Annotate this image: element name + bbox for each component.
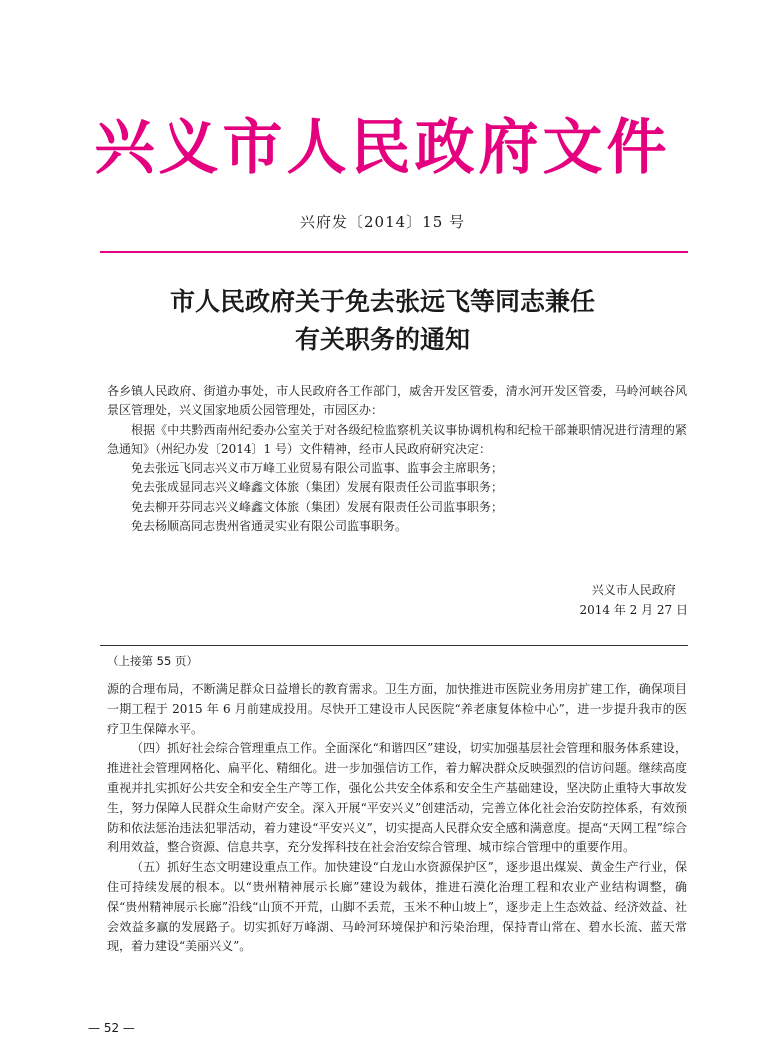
- document-number: 兴府发〔2014〕15 号: [299, 213, 466, 231]
- issuer: 兴义市人民政府: [591, 583, 676, 597]
- continuation-label: （上接第 55 页）: [107, 654, 198, 668]
- notice-body: [107, 382, 687, 536]
- dismissal-item: 免去杨顺高同志贵州省通灵实业有限公司监事职务。: [131, 519, 408, 534]
- continuation-body: [107, 680, 687, 957]
- continuation-paragraph: （四）抓好社会综合管理重点工作。全面深化“和谐四区”建设，切实加强基层社会管理和服务体系建设，推进社会管理网格化、扁平化、精细化。进一步加强信访工作，着力解决群众反映强烈的信访问题。继续高度重视并扎实抓好公共安全和安全生产等工作，强化公共安全体系和安全生产基础建设，坚决防止重特大事故发生，努力保障人民群众生命财产安全。深入开展“平安兴义”创建活动，完善立体化社会治安防控体系，有效预防和依法惩治违法犯罪活动，着力建设“平安兴义”，切实提高人民群众安全感和满意度。提高“天网工程”综合利用效益，整合资源、信息共享，充分发挥科技在社会治安综合管理、城市综合管理中的重要作用。: [107, 741, 687, 855]
- notice-title: [0, 283, 765, 359]
- addressees: 各乡镇人民政府、街道办事处，市人民政府各工作部门，威舍开发区管委，清水河开发区管委，马岭河峡谷风景区管理处，兴义国家地质公园管理处，市园区办：: [107, 384, 687, 418]
- decision-basis: 根据《中共黔西南州纪委办公室关于对各级纪检监察机关议事协调机构和纪检干部兼职情况进行清理的紧急通知》（州纪办发〔2014〕1 号）文件精神，经市人民政府研究决定：: [107, 422, 687, 456]
- red-divider-line: [100, 251, 688, 253]
- signoff: [579, 580, 688, 620]
- masthead-title: 兴义市人民政府文件: [94, 113, 671, 183]
- issue-date: 2014 年 2 月 27 日: [579, 603, 688, 617]
- dismissal-item: 免去张远飞同志兴义市万峰工业贸易有限公司监事、监事会主席职务；: [131, 461, 504, 476]
- continuation-paragraph: 源的合理布局，不断满足群众日益增长的教育需求。卫生方面，加快推进市医院业务用房扩建工作，确保项目一期工程于 2015 年 6 月前建成投用。尽快开工建设市人民医院“养老康复体检中心”，进一步提升我市的医疗卫生保障水平。: [107, 682, 687, 736]
- continuation-paragraph: （五）抓好生态文明建设重点工作。加快建设“白龙山水资源保护区”，逐步退出煤炭、黄金生产行业，保住可持续发展的根本。以“贵州精神展示长廊”建设为载体，推进石漠化治理工程和农业产业结构调整，确保“贵州精神展示长廊”沿线“山顶不开荒，山脚不丢荒，玉米不种山坡上”，逐步走上生态效益、经济效益、社会效益多赢的发展路子。切实抓好万峰湖、马岭河环境保护和污染治理，保持青山常在、碧水长流、蓝天常现，着力建设“美丽兴义”。: [107, 860, 687, 954]
- page-number: — 52 —: [88, 1021, 135, 1035]
- notice-title-line-1: 市人民政府关于免去张远飞等同志兼任: [169, 287, 595, 316]
- section-divider-line: [100, 645, 688, 646]
- dismissal-item: 免去柳开芬同志兴义峰鑫文体旅（集团）发展有限责任公司监事职务；: [131, 499, 504, 514]
- notice-title-line-2: 有关职务的通知: [294, 325, 470, 354]
- dismissal-item: 免去张成显同志兴义峰鑫文体旅（集团）发展有限责任公司监事职务；: [131, 480, 504, 495]
